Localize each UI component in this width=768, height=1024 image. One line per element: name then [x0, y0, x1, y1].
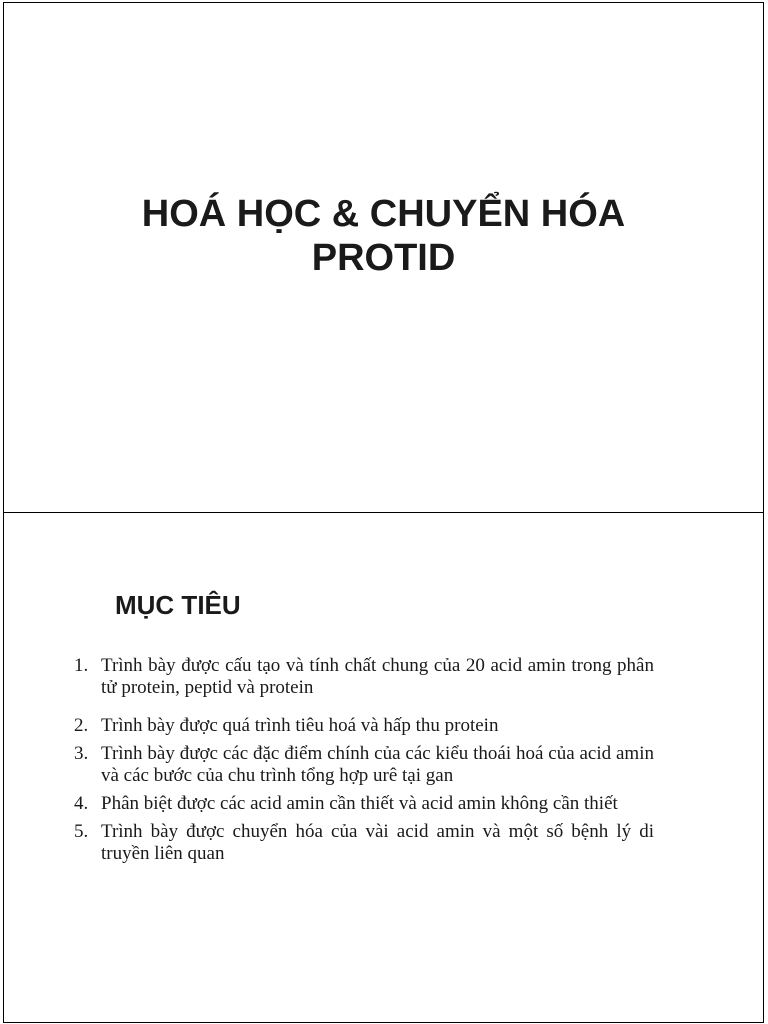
objectives-heading: MỤC TIÊU [115, 590, 241, 620]
objective-text: Trình bày được các đặc điểm chính của các kiểu thoái hoá của acid amin và các bước của chu trình tổng hợp urê tại gan [101, 743, 654, 786]
objective-item [74, 655, 654, 699]
objective-number: 5. [74, 821, 89, 842]
objective-text: Phân biệt được các acid amin cần thiết và acid amin không cần thiết [101, 793, 618, 814]
objectives-slide [3, 512, 764, 1023]
objective-item [74, 743, 654, 787]
objective-text: Trình bày được chuyển hóa của vài acid amin và một số bệnh lý di truyền liên quan [101, 821, 654, 864]
objective-number: 3. [74, 743, 89, 764]
objective-item [74, 793, 654, 815]
slide-title-line-2: PROTID [311, 237, 456, 279]
slide-title [4, 192, 763, 280]
objective-number: 2. [74, 715, 89, 736]
objective-item [74, 715, 654, 737]
objective-number: 1. [74, 655, 89, 676]
objective-number: 4. [74, 793, 89, 814]
objective-item [74, 821, 654, 865]
objective-text: Trình bày được quá trình tiêu hoá và hấp thu protein [101, 715, 499, 736]
objectives-list [74, 655, 654, 865]
title-slide [3, 2, 764, 513]
objective-text: Trình bày được cấu tạo và tính chất chung của 20 acid amin trong phân tử protein, peptid và protein [101, 655, 654, 698]
slide-title-line-1: HOÁ HỌC & CHUYỂN HÓA [141, 193, 626, 235]
